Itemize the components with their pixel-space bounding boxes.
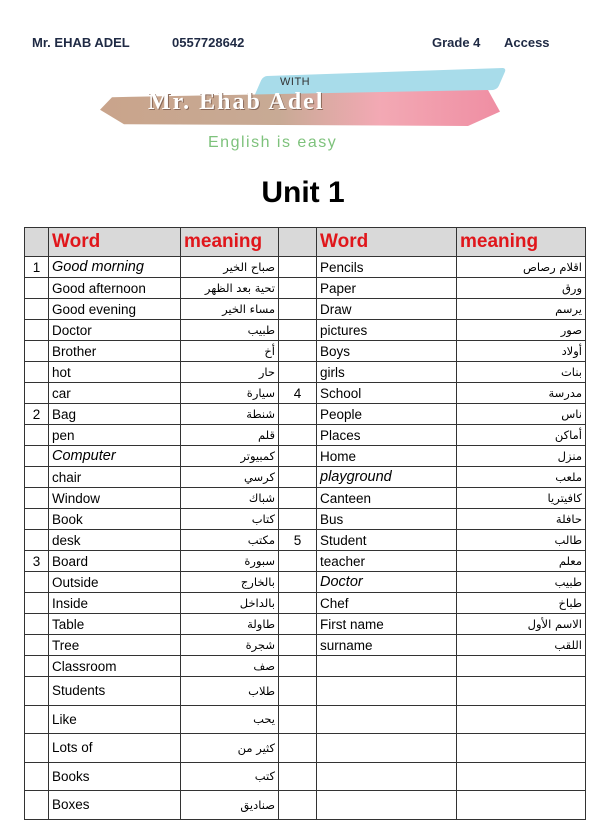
meaning-left: شنطة — [181, 404, 279, 425]
meaning-left: كتاب — [181, 509, 279, 530]
teacher-name: Mr. EHAB ADEL — [32, 35, 130, 50]
row-number-right — [279, 488, 317, 509]
word-left: Doctor — [49, 320, 181, 341]
meaning-right: يرسم — [457, 299, 586, 320]
meaning-right: طبيب — [457, 572, 586, 593]
table-row — [25, 278, 586, 299]
logo-brand-text: Mr. Ehab Adel — [148, 89, 325, 115]
row-number-right: 5 — [279, 530, 317, 551]
word-left: Board — [49, 551, 181, 572]
word-right: Chef — [317, 593, 457, 614]
row-number-right — [279, 320, 317, 341]
word-left: Bag — [49, 404, 181, 425]
word-left: Classroom — [49, 656, 181, 677]
meaning-right: طباخ — [457, 593, 586, 614]
row-number-left — [25, 791, 49, 820]
word-right: teacher — [317, 551, 457, 572]
row-number-left: 2 — [25, 404, 49, 425]
word-right: Doctor — [317, 572, 457, 593]
logo-with-text: WITH — [280, 76, 311, 88]
word-right: Paper — [317, 278, 457, 299]
meaning-right — [457, 705, 586, 734]
header-word-right: Word — [317, 228, 457, 257]
header-number-cell-left — [25, 228, 49, 257]
meaning-left: طبيب — [181, 320, 279, 341]
word-right — [317, 734, 457, 763]
row-number-left — [25, 705, 49, 734]
word-left: car — [49, 383, 181, 404]
meaning-right: معلم — [457, 551, 586, 572]
meaning-right: بنات — [457, 362, 586, 383]
word-right — [317, 656, 457, 677]
meaning-left: قلم — [181, 425, 279, 446]
meaning-right: صور — [457, 320, 586, 341]
row-number-left — [25, 572, 49, 593]
table-row — [25, 614, 586, 635]
word-right — [317, 705, 457, 734]
word-right: surname — [317, 635, 457, 656]
word-left: Good evening — [49, 299, 181, 320]
row-number-left: 3 — [25, 551, 49, 572]
table-row — [25, 656, 586, 677]
meaning-left: صف — [181, 656, 279, 677]
row-number-right — [279, 635, 317, 656]
meaning-right: حافلة — [457, 509, 586, 530]
table-row — [25, 299, 586, 320]
meaning-left: سيارة — [181, 383, 279, 404]
word-right: playground — [317, 467, 457, 488]
word-right: Places — [317, 425, 457, 446]
row-number-left — [25, 530, 49, 551]
row-number-left: 1 — [25, 257, 49, 278]
meaning-left: حار — [181, 362, 279, 383]
meaning-left: صناديق — [181, 791, 279, 820]
row-number-left — [25, 614, 49, 635]
meaning-right — [457, 734, 586, 763]
word-left: hot — [49, 362, 181, 383]
row-number-left — [25, 425, 49, 446]
word-right: Bus — [317, 509, 457, 530]
word-left: Students — [49, 677, 181, 706]
row-number-right — [279, 278, 317, 299]
row-number-left — [25, 362, 49, 383]
logo-tagline: English is easy — [208, 134, 338, 151]
meaning-right: أولاد — [457, 341, 586, 362]
row-number-right — [279, 656, 317, 677]
word-right — [317, 677, 457, 706]
meaning-left: كرسي — [181, 467, 279, 488]
table-row — [25, 467, 586, 488]
row-number-left — [25, 677, 49, 706]
meaning-left: كثير من — [181, 734, 279, 763]
meaning-right: طالب — [457, 530, 586, 551]
table-row — [25, 362, 586, 383]
row-number-left — [25, 383, 49, 404]
word-right: Pencils — [317, 257, 457, 278]
row-number-left — [25, 299, 49, 320]
table-row — [25, 488, 586, 509]
table-row — [25, 677, 586, 706]
row-number-left — [25, 278, 49, 299]
meaning-left: يحب — [181, 705, 279, 734]
row-number-left — [25, 635, 49, 656]
word-left: Good morning — [49, 257, 181, 278]
row-number-left — [25, 341, 49, 362]
row-number-right — [279, 791, 317, 820]
meaning-left: كتب — [181, 762, 279, 791]
meaning-left: طاولة — [181, 614, 279, 635]
book-label: Access — [504, 35, 550, 50]
meaning-left: صباح الخير — [181, 257, 279, 278]
row-number-right — [279, 299, 317, 320]
table-row — [25, 551, 586, 572]
row-number-left — [25, 320, 49, 341]
word-right: First name — [317, 614, 457, 635]
meaning-right: الاسم الأول — [457, 614, 586, 635]
row-number-right — [279, 425, 317, 446]
row-number-left — [25, 656, 49, 677]
word-right: People — [317, 404, 457, 425]
word-right: pictures — [317, 320, 457, 341]
word-left: Tree — [49, 635, 181, 656]
row-number-right — [279, 257, 317, 278]
meaning-left: طلاب — [181, 677, 279, 706]
row-number-right — [279, 572, 317, 593]
table-row — [25, 734, 586, 763]
table-row — [25, 257, 586, 278]
table-row — [25, 572, 586, 593]
vocabulary-table — [24, 227, 586, 820]
row-number-left — [25, 446, 49, 467]
meaning-right — [457, 762, 586, 791]
meaning-left: كمبيوتر — [181, 446, 279, 467]
meaning-left: مكتب — [181, 530, 279, 551]
row-number-left — [25, 509, 49, 530]
table-row — [25, 425, 586, 446]
meaning-left: مساء الخير — [181, 299, 279, 320]
word-right: Draw — [317, 299, 457, 320]
phone-number: 0557728642 — [172, 35, 245, 50]
word-right: Canteen — [317, 488, 457, 509]
word-left: Outside — [49, 572, 181, 593]
row-number-left — [25, 593, 49, 614]
meaning-right — [457, 791, 586, 820]
meaning-right: منزل — [457, 446, 586, 467]
table-row — [25, 446, 586, 467]
header-number-cell-right — [279, 228, 317, 257]
word-left: Books — [49, 762, 181, 791]
meaning-left: شباك — [181, 488, 279, 509]
header-word-left: Word — [49, 228, 181, 257]
word-left: Computer — [49, 446, 181, 467]
word-left: Good afternoon — [49, 278, 181, 299]
word-right: Student — [317, 530, 457, 551]
table-row — [25, 791, 586, 820]
header-meaning-right: meaning — [457, 228, 586, 257]
meaning-right: ورق — [457, 278, 586, 299]
row-number-right — [279, 362, 317, 383]
word-right: School — [317, 383, 457, 404]
meaning-right: كافيتريا — [457, 488, 586, 509]
row-number-right — [279, 446, 317, 467]
table-row — [25, 320, 586, 341]
meaning-left: بالخارج — [181, 572, 279, 593]
table-row — [25, 530, 586, 551]
table-row — [25, 509, 586, 530]
meaning-left: شجرة — [181, 635, 279, 656]
row-number-right — [279, 467, 317, 488]
word-left: Table — [49, 614, 181, 635]
table-row — [25, 705, 586, 734]
table-row — [25, 383, 586, 404]
word-right — [317, 791, 457, 820]
row-number-right — [279, 341, 317, 362]
meaning-right: مدرسة — [457, 383, 586, 404]
row-number-left — [25, 488, 49, 509]
row-number-left — [25, 467, 49, 488]
meaning-left: أخ — [181, 341, 279, 362]
word-right: Boys — [317, 341, 457, 362]
row-number-right — [279, 404, 317, 425]
meaning-right: ناس — [457, 404, 586, 425]
meaning-right: اللقب — [457, 635, 586, 656]
word-left: Inside — [49, 593, 181, 614]
meaning-right — [457, 677, 586, 706]
word-left: Window — [49, 488, 181, 509]
table-row — [25, 593, 586, 614]
row-number-right — [279, 734, 317, 763]
table-row — [25, 404, 586, 425]
row-number-right — [279, 593, 317, 614]
meaning-right: ملعب — [457, 467, 586, 488]
word-right: Home — [317, 446, 457, 467]
table-row — [25, 635, 586, 656]
word-left: Brother — [49, 341, 181, 362]
logo — [100, 62, 510, 162]
row-number-right — [279, 509, 317, 530]
table-row — [25, 341, 586, 362]
page-title: Unit 1 — [261, 176, 345, 209]
meaning-left: تحية بعد الظهر — [181, 278, 279, 299]
row-number-left — [25, 734, 49, 763]
word-left: chair — [49, 467, 181, 488]
row-number-right — [279, 705, 317, 734]
table-row — [25, 762, 586, 791]
word-left: Boxes — [49, 791, 181, 820]
row-number-right — [279, 677, 317, 706]
row-number-right: 4 — [279, 383, 317, 404]
word-left: Lots of — [49, 734, 181, 763]
meaning-left: بالداخل — [181, 593, 279, 614]
row-number-right — [279, 614, 317, 635]
word-right: girls — [317, 362, 457, 383]
word-left: Book — [49, 509, 181, 530]
row-number-left — [25, 762, 49, 791]
row-number-right — [279, 551, 317, 572]
meaning-left: سبورة — [181, 551, 279, 572]
meaning-right: أماكن — [457, 425, 586, 446]
meaning-right: اقلام رصاص — [457, 257, 586, 278]
word-left: pen — [49, 425, 181, 446]
word-right — [317, 762, 457, 791]
meaning-right — [457, 656, 586, 677]
word-left: desk — [49, 530, 181, 551]
row-number-right — [279, 762, 317, 791]
header-meaning-left: meaning — [181, 228, 279, 257]
table-header-row — [25, 228, 586, 257]
grade-label: Grade 4 — [432, 35, 481, 50]
word-left: Like — [49, 705, 181, 734]
